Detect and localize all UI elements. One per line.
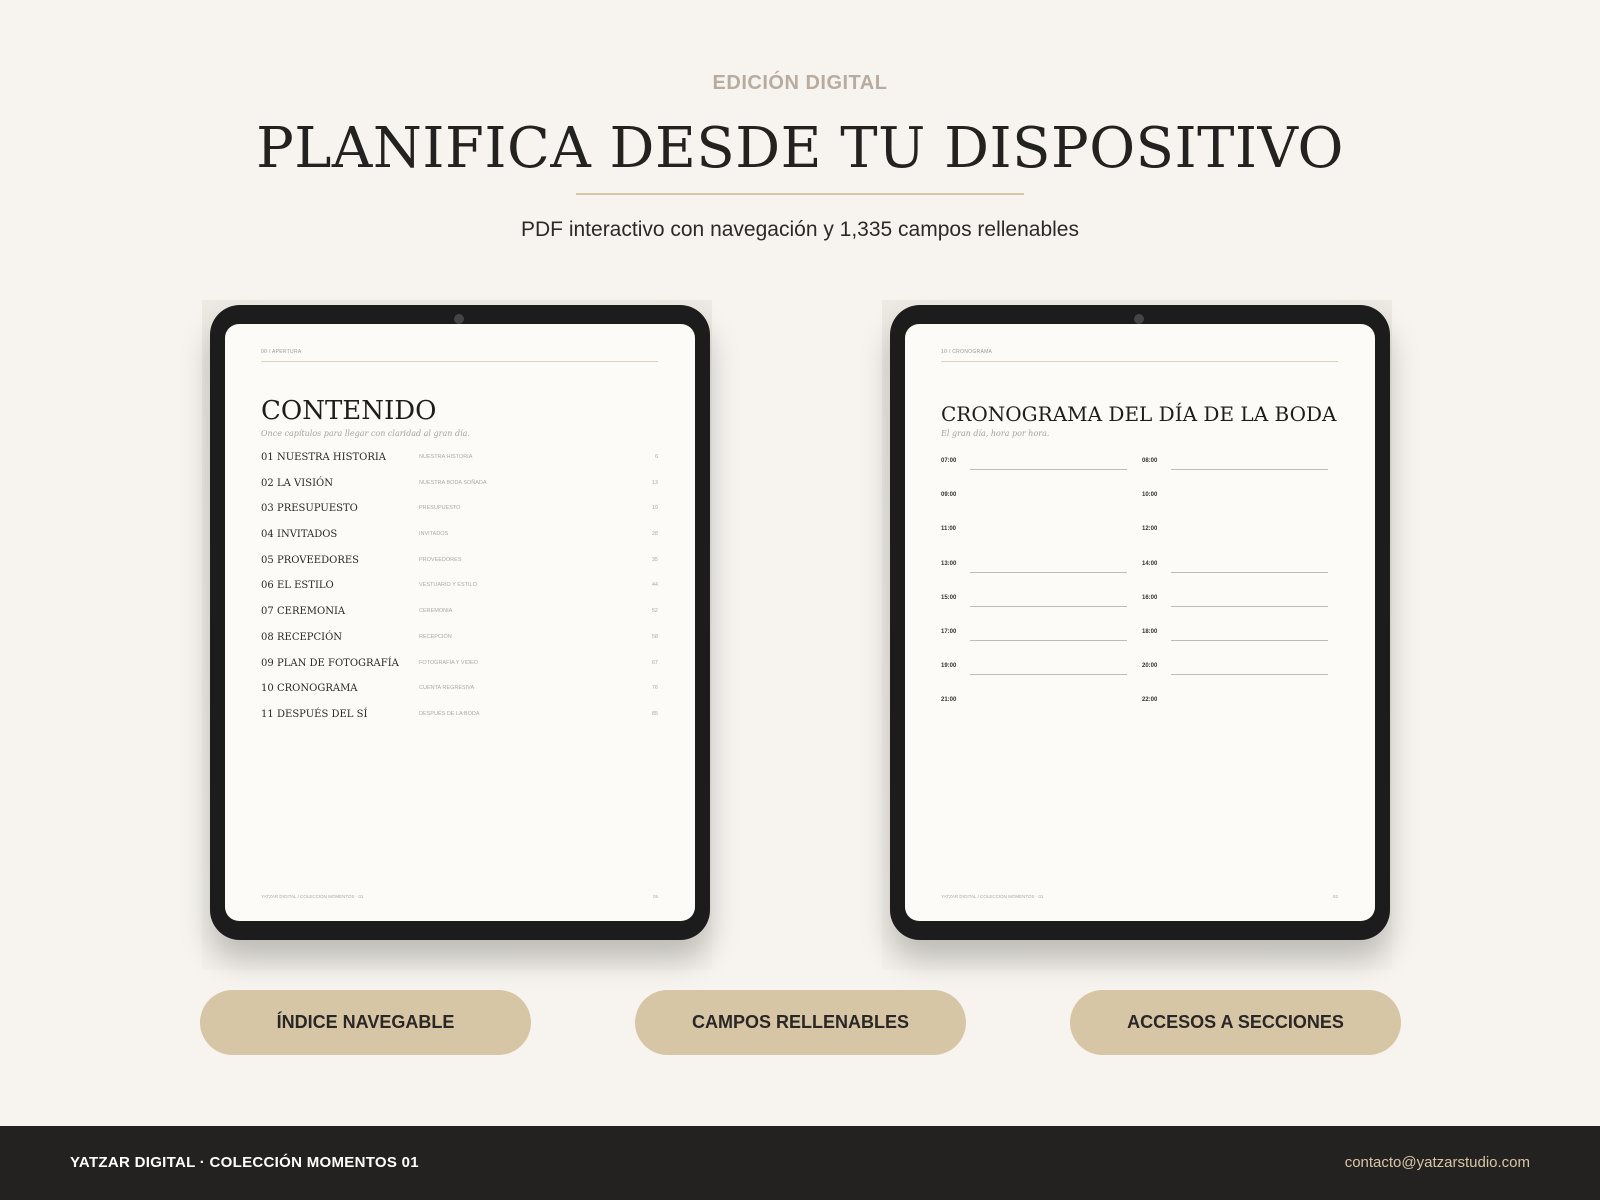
doc-breadcrumb: 10 / CRONOGRAMA (941, 349, 993, 355)
title-divider (576, 193, 1024, 195)
toc-item-number: 10 (261, 683, 274, 695)
toc-item-number: 06 (261, 580, 274, 592)
eyebrow-label: EDICIÓN DIGITAL (712, 72, 888, 94)
slot-time: 09:00 (941, 492, 957, 499)
toc-item-title: CEREMONIA (277, 606, 346, 618)
toc-item-section: CUENTA REGRESIVA (419, 685, 475, 692)
schedule-slot[interactable] (1142, 555, 1328, 575)
toc-item[interactable] (261, 452, 658, 478)
slot-input-line[interactable] (1171, 674, 1328, 675)
doc-footer-brand: YATZAR DIGITAL / COLECCIÓN MOMENTOS · 01 (941, 894, 1044, 899)
schedule-slot[interactable] (1142, 623, 1328, 643)
slot-time: 18:00 (1142, 629, 1158, 635)
toc-item-title: PROVEEDORES (277, 554, 359, 566)
tablet-frame (210, 305, 710, 940)
slot-input-line[interactable] (1171, 606, 1328, 607)
toc-item-page: 35 (651, 556, 658, 563)
toc-item-section: RECEPCIÓN (419, 633, 452, 640)
tablet-screen (905, 324, 1375, 921)
camera-icon (454, 314, 464, 324)
doc-footer-page: 05 (652, 894, 658, 899)
schedule-slot[interactable] (1142, 589, 1328, 609)
schedule-slot[interactable] (1142, 486, 1328, 506)
toc-item-page: 44 (651, 582, 658, 589)
camera-icon (1134, 314, 1144, 324)
slot-input-line[interactable] (970, 606, 1127, 607)
doc-title: CONTENIDO (261, 396, 437, 426)
slot-input-line[interactable] (1171, 469, 1328, 470)
toc-item-page: 67 (651, 659, 658, 666)
toc-item[interactable] (261, 529, 658, 555)
toc-item-section: PRESUPUESTO (419, 505, 461, 512)
slot-time: 12:00 (1142, 526, 1158, 533)
slot-time: 14:00 (1142, 560, 1158, 567)
slot-input-line[interactable] (970, 640, 1127, 641)
toc-item-section: VESTUARIO Y ESTILO (419, 582, 477, 589)
tablet-frame (890, 305, 1390, 940)
slot-time: 21:00 (941, 697, 957, 704)
feature-pill-fillable-fields: CAMPOS RELLENABLES (635, 990, 966, 1055)
slot-time: 10:00 (1142, 492, 1158, 499)
schedule-slot[interactable] (941, 691, 1127, 711)
schedule-slot[interactable] (1142, 452, 1328, 472)
toc-item-section: NUESTRA BODA SOÑADA (419, 479, 487, 486)
schedule-slot[interactable] (1142, 691, 1328, 711)
toc-item-page: 6 (654, 454, 658, 460)
toc-item-page: 52 (651, 608, 658, 615)
toc-item-number: 03 (261, 503, 274, 515)
schedule-slot[interactable] (1142, 520, 1328, 540)
toc-item[interactable] (261, 606, 658, 632)
slot-input-line[interactable] (970, 674, 1127, 675)
feature-pill-navigable-index: ÍNDICE NAVEGABLE (200, 990, 531, 1055)
doc-subtitle: Once capítulos para llegar con claridad al gran día. (261, 429, 470, 438)
slot-time: 20:00 (1142, 663, 1158, 670)
toc-item[interactable] (261, 503, 658, 529)
toc-item-title: NUESTRA HISTORIA (277, 452, 387, 463)
doc-footer-brand: YATZAR DIGITAL / COLECCIÓN MOMENTOS · 01 (261, 894, 364, 899)
toc-item-title: PRESUPUESTO (277, 503, 358, 515)
doc-subtitle: El gran día, hora por hora. (941, 429, 1050, 438)
toc-item-section: INVITADOS (419, 531, 449, 538)
slot-input-line[interactable] (1171, 572, 1328, 573)
toc-item-page: 19 (651, 505, 658, 512)
schedule-slot[interactable] (941, 657, 1127, 677)
toc-item[interactable] (261, 632, 658, 658)
page-subtitle: PDF interactivo con navegación y 1,335 campos rellenables (521, 218, 1079, 241)
schedule-slot[interactable] (941, 452, 1127, 472)
toc-item-page: 85 (651, 710, 658, 717)
schedule-slot[interactable] (941, 555, 1127, 575)
toc-item-title: LA VISIÓN (277, 477, 333, 489)
schedule-slot[interactable] (941, 486, 1127, 506)
schedule-slot[interactable] (941, 520, 1127, 540)
slot-time: 13:00 (941, 560, 957, 567)
toc-item-number: 09 (261, 657, 274, 669)
toc-item-title: INVITADOS (277, 529, 338, 541)
toc-item[interactable] (261, 580, 658, 606)
toc-item[interactable] (261, 683, 658, 709)
tablet-screen (225, 324, 695, 921)
toc-item-page: 58 (651, 633, 658, 640)
slot-time: 19:00 (941, 663, 957, 670)
doc-footer-page: 82 (1332, 894, 1338, 899)
slot-time: 08:00 (1142, 458, 1158, 464)
schedule-slot[interactable] (1142, 657, 1328, 677)
slot-time: 11:00 (941, 526, 957, 533)
tablet-mockup-schedule (882, 300, 1392, 970)
toc-item-number: 04 (261, 529, 274, 541)
toc-item-number: 08 (261, 631, 274, 643)
toc-item[interactable] (261, 709, 658, 735)
toc-item-title: RECEPCIÓN (277, 631, 343, 643)
doc-divider (941, 361, 1338, 362)
toc-item-section: CEREMONIA (419, 608, 453, 615)
doc-divider (261, 361, 658, 362)
slot-time: 22:00 (1142, 697, 1158, 704)
slot-time: 07:00 (941, 458, 957, 464)
schedule-slot[interactable] (941, 589, 1127, 609)
page-title: PLANIFICA DESDE TU DISPOSITIVO (256, 116, 1344, 181)
toc-item-page: 28 (651, 531, 658, 538)
toc-item-title: DESPUÉS DEL SÍ (277, 708, 368, 720)
toc-item[interactable] (261, 555, 658, 581)
footer-email-link[interactable]: contacto@yatzarstudio.com (1344, 1154, 1530, 1171)
toc-item-number: 02 (261, 477, 274, 489)
toc-item[interactable] (261, 478, 658, 504)
doc-breadcrumb: 00 / APERTURA (261, 349, 302, 355)
slot-time: 15:00 (941, 594, 957, 601)
slot-input-line[interactable] (970, 469, 1127, 470)
toc-item-page: 13 (651, 479, 658, 486)
feature-pill-section-links: ACCESOS A SECCIONES (1070, 990, 1401, 1055)
toc-item-title: EL ESTILO (277, 580, 334, 592)
slot-time: 16:00 (1142, 594, 1158, 601)
toc-item-number: 01 (261, 452, 274, 463)
toc-item-number: 11 (261, 708, 274, 720)
toc-item-title: CRONOGRAMA (277, 683, 358, 695)
toc-item-section: DESPUÉS DE LA BODA (419, 710, 480, 717)
toc-list (261, 452, 658, 735)
slot-input-line[interactable] (970, 572, 1127, 573)
doc-title: CRONOGRAMA DEL DÍA DE LA BODA (941, 402, 1337, 426)
schedule-slot[interactable] (941, 623, 1127, 643)
toc-item-section: PROVEEDORES (419, 556, 462, 563)
tablet-mockup-contents (202, 300, 712, 970)
toc-item-section: NUESTRA HISTORIA (419, 454, 473, 460)
toc-item-page: 76 (651, 685, 658, 692)
toc-item[interactable] (261, 658, 658, 684)
footer-brand: YATZAR DIGITAL · COLECCIÓN MOMENTOS 01 (70, 1154, 419, 1171)
toc-item-section: FOTOGRAFÍA Y VIDEO (419, 659, 478, 666)
toc-item-title: PLAN DE FOTOGRAFÍA (277, 657, 399, 669)
toc-item-number: 05 (261, 554, 274, 566)
slot-time: 17:00 (941, 629, 957, 635)
footer-bar (0, 1126, 1600, 1200)
slot-input-line[interactable] (1171, 640, 1328, 641)
toc-item-number: 07 (261, 606, 274, 618)
